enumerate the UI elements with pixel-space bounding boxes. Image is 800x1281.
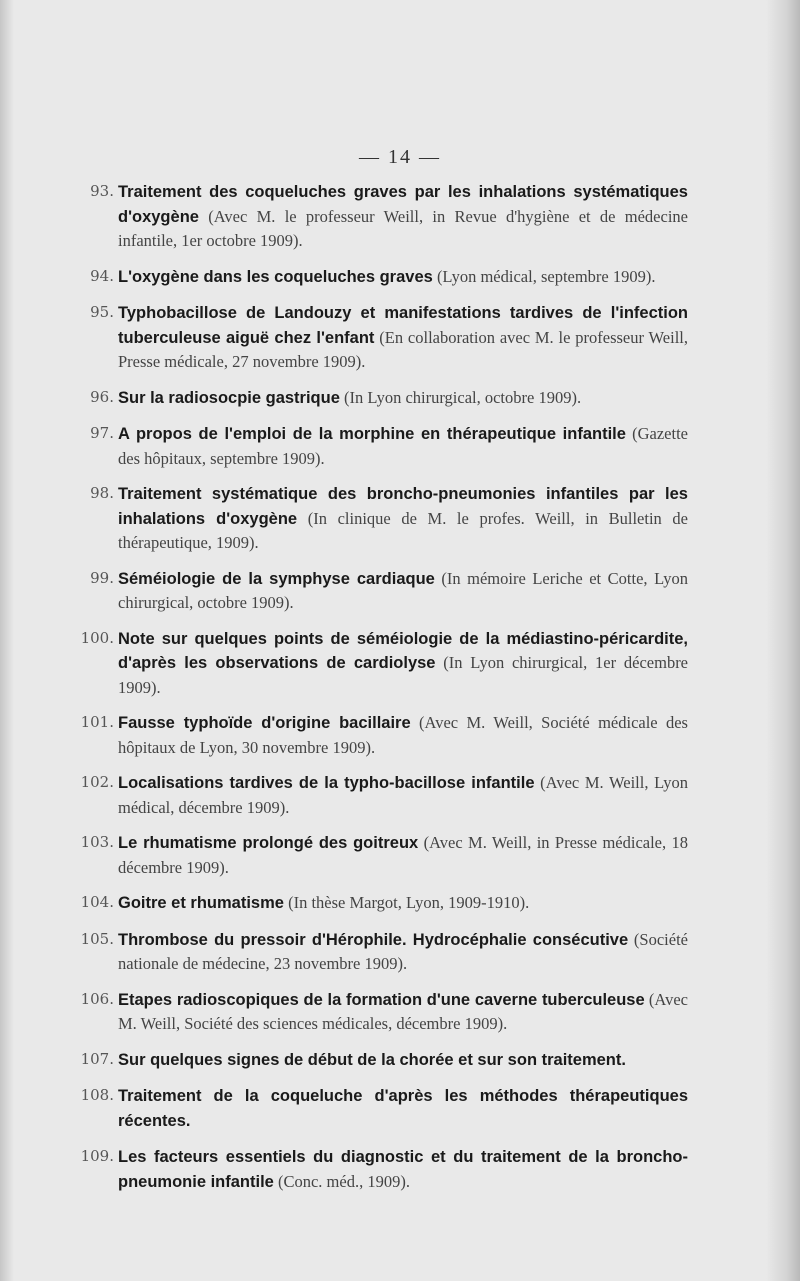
list-item <box>76 386 688 411</box>
list-item <box>76 771 688 819</box>
item-title: Thrombose du pressoir d'Hérophile. Hydrocéphalie consécutive <box>118 930 629 949</box>
item-title: L'oxygène dans les coqueluches graves <box>118 267 433 286</box>
item-number: 108. <box>80 1086 114 1104</box>
item-number: 95. <box>90 303 114 321</box>
item-number: 96. <box>90 387 114 406</box>
list-item <box>76 180 688 253</box>
list-item <box>76 301 688 374</box>
list-item <box>76 928 688 976</box>
item-title: Les facteurs essentiels du diagnostic et du traitement de la broncho-pneumonie infantile <box>118 1148 688 1191</box>
item-source: (In clinique de M. le profes. Weill, in Bulletin de thérapeutique, 1909). <box>118 508 688 552</box>
item-number: 109. <box>80 1147 114 1165</box>
item-number: 101. <box>80 713 114 731</box>
list-item <box>76 265 688 290</box>
list-item <box>76 1048 688 1073</box>
list-item <box>76 831 688 879</box>
item-number: 98. <box>90 484 114 502</box>
list-item <box>76 1145 688 1194</box>
item-title: Sur quelques signes de début de la chorée et sur son traitement. <box>118 1050 626 1069</box>
item-title: Sur la radiosocpie gastrique <box>118 388 340 407</box>
item-source: (In thèse Margot, Lyon, 1909-1910). <box>283 893 530 912</box>
list-item <box>76 1084 688 1133</box>
item-source: (Avec M. le professeur Weill, in Revue d'hygiène et de médecine infantile, 1er octobre 1909). <box>118 206 688 250</box>
item-number: 107. <box>80 1049 114 1068</box>
item-number: 102. <box>80 773 114 791</box>
list-item <box>76 482 688 555</box>
item-title: Typhobacillose de Landouzy et manifestations tardives de l'infection tuberculeuse aiguë chez l'enfant <box>118 304 688 347</box>
item-title: A propos de l'emploi de la morphine en thérapeutique infantile <box>118 425 626 443</box>
item-title: Goitre et rhumatisme <box>118 894 284 912</box>
item-title: Traitement des coqueluches graves par les inhalations systématiques d'oxygène <box>118 183 688 226</box>
page-shadow-right <box>766 0 800 1281</box>
item-source: (In Lyon chirurgical, octobre 1909). <box>339 387 582 407</box>
item-title: Traitement systématique des broncho-pneumonies infantiles par les inhalations d'oxygène <box>118 485 688 528</box>
list-item <box>76 711 688 759</box>
list-item <box>76 627 688 700</box>
item-source: (Avec M. Weill, Lyon médical, décembre 1909). <box>118 773 688 817</box>
page-shadow-left <box>0 0 14 1281</box>
item-number: 94. <box>90 266 114 285</box>
item-source: (Avec M. Weill, Société médicale des hôpitaux de Lyon, 30 novembre 1909). <box>118 713 688 757</box>
item-source: (In Lyon chirurgical, 1er décembre 1909). <box>118 653 689 697</box>
item-number: 103. <box>80 833 114 851</box>
item-title: Le rhumatisme prolongé des goitreux <box>118 834 419 852</box>
item-source: (Lyon médical, septembre 1909). <box>432 266 656 286</box>
item-source: (Conc. méd., 1909). <box>273 1171 410 1191</box>
item-source: (Avec M. Weill, in Presse médicale, 18 décembre 1909). <box>118 833 688 877</box>
item-title: Fausse typhoïde d'origine bacillaire <box>118 714 411 732</box>
item-number: 93. <box>90 182 114 200</box>
item-title: Note sur quelques points de séméiologie de la médiastino-péricardite, d'après les observations de cardiolyse <box>118 629 688 672</box>
reference-list <box>76 180 688 1206</box>
list-item <box>76 988 688 1036</box>
page-number: — 14 — <box>359 146 441 168</box>
list-item <box>76 567 688 615</box>
item-number: 97. <box>90 424 114 442</box>
item-title: Traitement de la coqueluche d'après les méthodes thérapeutiques récentes. <box>118 1087 688 1130</box>
item-number: 100. <box>80 628 114 647</box>
item-number: 105. <box>80 929 114 948</box>
list-item <box>76 891 688 916</box>
item-number: 104. <box>80 893 114 911</box>
item-title: Etapes radioscopiques de la formation d'une caverne tuberculeuse <box>118 990 645 1009</box>
item-source: (En collaboration avec M. le professeur Weill, Presse médicale, 27 novembre 1909). <box>118 327 688 371</box>
list-item <box>76 422 688 470</box>
item-title: Localisations tardives de la typho-bacillose infantile <box>118 774 535 792</box>
item-title: Séméiologie de la symphyse cardiaque <box>118 569 435 588</box>
item-number: 99. <box>90 568 114 587</box>
item-source: (Avec M. Weill, Société des sciences médicales, décembre 1909). <box>118 989 688 1033</box>
item-source: (In mémoire Leriche et Cotte, Lyon chirurgical, octobre 1909). <box>118 568 688 612</box>
item-source: (Gazette des hôpitaux, septembre 1909). <box>118 424 688 468</box>
item-number: 106. <box>80 989 114 1008</box>
item-source: (Société nationale de médecine, 23 novembre 1909). <box>118 929 688 973</box>
